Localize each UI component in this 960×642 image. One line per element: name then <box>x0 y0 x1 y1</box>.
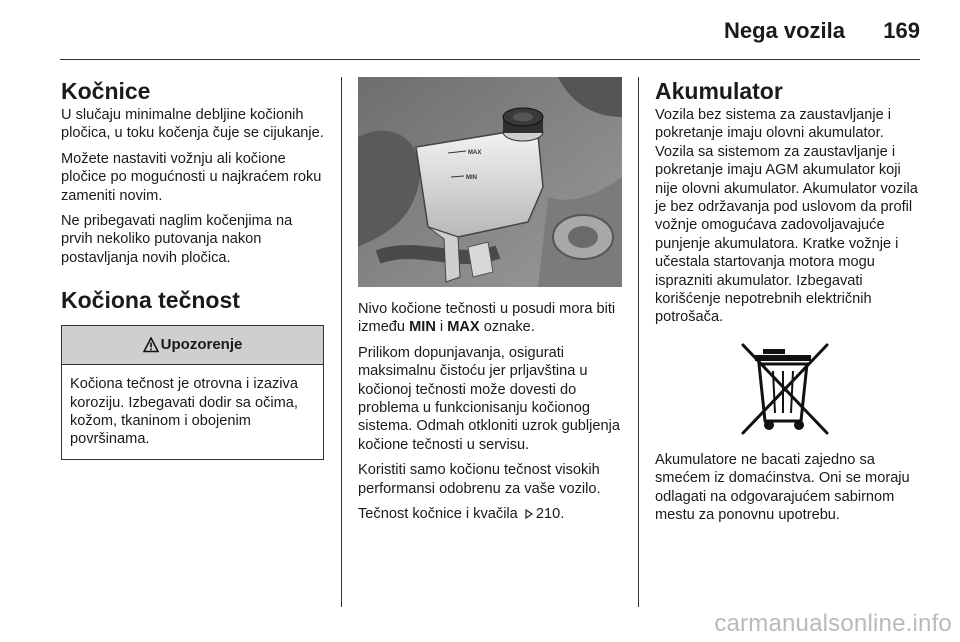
crossed-out-wheelie-bin-icon <box>733 337 837 441</box>
column-middle <box>358 300 626 530</box>
section-title: Nega vozila <box>723 18 845 43</box>
page-header <box>60 0 920 60</box>
heading-akumulator: Akumulator <box>655 78 783 104</box>
paragraph: Ne pribegavati naglim kočenjima na prvih nekoliko putovanja nakon postavljanja novih pločica. <box>61 213 293 266</box>
paragraph-reference <box>358 505 626 523</box>
max-level-label: MAX <box>468 150 482 156</box>
header-divider <box>60 59 920 60</box>
paragraph: Vozila bez sistema za zaustavljanje i pokretanje imaju olovni akumulator. Vozila sa sistemom za zaustavljanje i pokretanje imaju AGM akumulator koji nije olovni akumulator. Akumulator vozila je bez održavanja pod uslovom da profil vožnje omogućava zadovoljavajuće punjenje akumulatora. Kratke vožnje i učestala startovanja motora mogu isprazniti akumulator. Izbegavati korišćenje nepotrebnih električnih potrošača. <box>655 107 918 326</box>
warning-title: Upozorenje <box>160 336 243 354</box>
page-reference-link[interactable]: 210. <box>535 506 565 523</box>
text-run: Nivo kočione tečnosti u posudi mora biti između <box>358 301 616 336</box>
column-right <box>655 78 923 532</box>
min-level-label: MIN <box>466 175 477 181</box>
brake-fluid-reservoir-photo <box>358 77 622 287</box>
paragraph: Akumulatore ne bacati zajedno sa smećem iz domaćinstva. Oni se moraju odlagati na odgovarajućem sabirnom mestu za ponovnu upotrebu. <box>655 451 910 524</box>
paragraph: U slučaju minimalne debljine kočionih pločica, u toku kočenja čuje se cijukanje. <box>61 107 324 142</box>
warning-text: Kočiona tečnost je otrovna i izaziva koroziju. Izbegavati dodir sa očima, kožom, tkaninom i obojenim površinama. <box>70 376 298 448</box>
text-run: Tečnost kočnice i kvačila <box>358 506 518 523</box>
text-run: i <box>435 319 448 336</box>
paragraph: Prilikom dopunjavanja, osigurati maksimalnu čistoću jer prljavština u kočionoj tečnosti može dovesti do problema u funkcionisanju kočionog sistema. Odmah otkloniti uzrok gubljenja kočione tečnosti u servisu. <box>358 344 621 453</box>
text-run: oznake. <box>479 319 535 336</box>
heading-kocnice: Kočnice <box>61 78 151 104</box>
page-reference-icon <box>524 509 534 519</box>
column-divider-left <box>341 77 342 607</box>
watermark: carmanualsonline.info <box>714 610 952 637</box>
page-number: 169 <box>883 18 920 43</box>
paragraph-level <box>358 300 626 337</box>
heading-kociona-tecnost: Kočiona tečnost <box>61 287 240 314</box>
paragraph: Koristiti samo kočionu tečnost visokih performansi odobrenu za vaše vozilo. <box>358 462 601 497</box>
paragraph: Možete nastaviti vožnju ali kočione pločice po mogućnosti u najkraćem roku zameniti novim. <box>61 150 322 204</box>
warning-box <box>61 325 324 460</box>
column-left <box>61 78 326 460</box>
warning-header <box>62 326 323 365</box>
max-mark: MAX <box>447 319 480 336</box>
column-divider-right <box>638 77 639 607</box>
min-mark: MIN <box>409 319 436 336</box>
warning-triangle-icon <box>143 337 159 353</box>
